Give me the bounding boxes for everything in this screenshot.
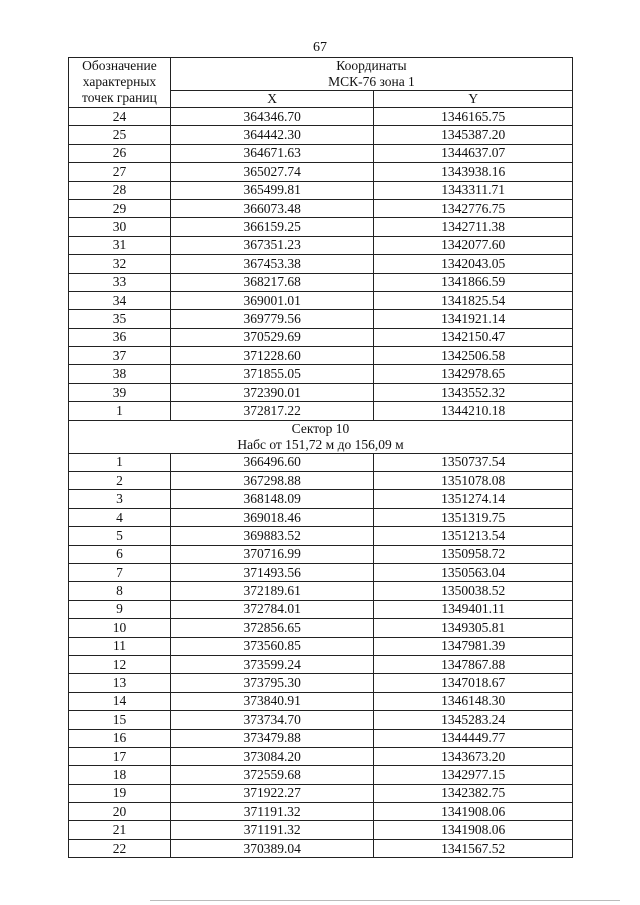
x-coordinate-cell: 371855.05	[170, 365, 374, 383]
y-coordinate-cell: 1350563.04	[374, 563, 573, 581]
point-id-cell: 35	[69, 310, 171, 328]
point-id-cell: 26	[69, 144, 171, 162]
x-coordinate-cell: 364671.63	[170, 144, 374, 162]
x-coordinate-cell: 368217.68	[170, 273, 374, 291]
x-coordinate-cell: 370389.04	[170, 839, 374, 857]
x-coordinate-cell: 369018.46	[170, 508, 374, 526]
header-label-line2: характерных	[82, 74, 157, 89]
y-coordinate-cell: 1343552.32	[374, 383, 573, 401]
y-coordinate-cell: 1344637.07	[374, 144, 573, 162]
sector-header-row	[69, 420, 573, 453]
x-coordinate-cell: 367298.88	[170, 472, 374, 490]
sector-title: Сектор 10	[291, 420, 350, 436]
y-coordinate-cell: 1343938.16	[374, 163, 573, 181]
header-label-line3: точек границ	[82, 90, 157, 105]
y-coordinate-cell: 1349401.11	[374, 600, 573, 618]
y-coordinate-cell: 1347981.39	[374, 637, 573, 655]
table-row	[69, 310, 573, 328]
point-id-cell: 1	[69, 402, 171, 420]
point-id-cell: 13	[69, 674, 171, 692]
point-id-cell: 25	[69, 126, 171, 144]
coordinate-system: МСК-76 зона 1	[328, 74, 415, 89]
y-coordinate-cell: 1350737.54	[374, 453, 573, 471]
y-coordinate-cell: 1345283.24	[374, 711, 573, 729]
table-row	[69, 545, 573, 563]
x-coordinate-cell: 364442.30	[170, 126, 374, 144]
y-coordinate-cell: 1351274.14	[374, 490, 573, 508]
y-coordinate-cell: 1342977.15	[374, 766, 573, 784]
point-id-cell: 18	[69, 766, 171, 784]
x-coordinate-cell: 371228.60	[170, 347, 374, 365]
y-coordinate-cell: 1341921.14	[374, 310, 573, 328]
x-coordinate-cell: 369779.56	[170, 310, 374, 328]
x-coordinate-cell: 372817.22	[170, 402, 374, 420]
point-id-cell: 16	[69, 729, 171, 747]
point-id-cell: 15	[69, 711, 171, 729]
point-id-cell: 22	[69, 839, 171, 857]
y-coordinate-cell: 1341866.59	[374, 273, 573, 291]
y-coordinate-cell: 1351078.08	[374, 472, 573, 490]
table-row	[69, 218, 573, 236]
point-id-cell: 31	[69, 236, 171, 254]
sector-subtitle: Набс от 151,72 м до 156,09 м	[237, 436, 404, 452]
point-id-cell: 17	[69, 747, 171, 765]
table-row	[69, 711, 573, 729]
x-coordinate-cell: 368148.09	[170, 490, 374, 508]
point-id-cell: 19	[69, 784, 171, 802]
point-id-cell: 8	[69, 582, 171, 600]
y-coordinate-cell: 1350958.72	[374, 545, 573, 563]
coordinates-table	[68, 57, 573, 858]
y-coordinate-cell: 1351319.75	[374, 508, 573, 526]
table-row	[69, 508, 573, 526]
point-designation-header	[69, 58, 171, 108]
x-coordinate-cell: 373840.91	[170, 692, 374, 710]
y-coordinate-cell: 1351213.54	[374, 527, 573, 545]
x-coordinate-cell: 367453.38	[170, 255, 374, 273]
x-coordinate-cell: 365499.81	[170, 181, 374, 199]
point-id-cell: 38	[69, 365, 171, 383]
y-coordinate-cell: 1341908.06	[374, 803, 573, 821]
table-row	[69, 255, 573, 273]
point-id-cell: 5	[69, 527, 171, 545]
y-coordinate-cell: 1341825.54	[374, 291, 573, 309]
table-row	[69, 365, 573, 383]
x-coordinate-cell: 369001.01	[170, 291, 374, 309]
x-coordinate-cell: 370529.69	[170, 328, 374, 346]
point-id-cell: 14	[69, 692, 171, 710]
y-coordinate-cell: 1342978.65	[374, 365, 573, 383]
table-row	[69, 674, 573, 692]
point-id-cell: 37	[69, 347, 171, 365]
table-row	[69, 619, 573, 637]
table-row	[69, 144, 573, 162]
point-id-cell: 30	[69, 218, 171, 236]
point-id-cell: 33	[69, 273, 171, 291]
point-id-cell: 32	[69, 255, 171, 273]
point-id-cell: 11	[69, 637, 171, 655]
point-id-cell: 34	[69, 291, 171, 309]
column-x-header: X	[170, 91, 374, 108]
table-section-a	[69, 108, 573, 421]
table-row	[69, 821, 573, 839]
x-coordinate-cell: 371922.27	[170, 784, 374, 802]
y-coordinate-cell: 1342711.38	[374, 218, 573, 236]
x-coordinate-cell: 372390.01	[170, 383, 374, 401]
table-row	[69, 527, 573, 545]
point-id-cell: 24	[69, 108, 171, 126]
point-id-cell: 21	[69, 821, 171, 839]
page-number: 67	[313, 40, 327, 55]
column-y-header: Y	[374, 91, 573, 108]
y-coordinate-cell: 1345387.20	[374, 126, 573, 144]
table-row	[69, 600, 573, 618]
x-coordinate-cell: 373795.30	[170, 674, 374, 692]
y-coordinate-cell: 1349305.81	[374, 619, 573, 637]
x-coordinate-cell: 373734.70	[170, 711, 374, 729]
x-coordinate-cell: 370716.99	[170, 545, 374, 563]
y-coordinate-cell: 1344449.77	[374, 729, 573, 747]
y-coordinate-cell: 1344210.18	[374, 402, 573, 420]
table-row	[69, 563, 573, 581]
y-coordinate-cell: 1343673.20	[374, 747, 573, 765]
table-row	[69, 729, 573, 747]
scan-edge	[150, 900, 620, 903]
y-coordinate-cell: 1341908.06	[374, 821, 573, 839]
point-id-cell: 12	[69, 655, 171, 673]
point-id-cell: 7	[69, 563, 171, 581]
table-row	[69, 582, 573, 600]
x-coordinate-cell: 365027.74	[170, 163, 374, 181]
table-row	[69, 747, 573, 765]
table-row	[69, 108, 573, 126]
point-id-cell: 6	[69, 545, 171, 563]
x-coordinate-cell: 372784.01	[170, 600, 374, 618]
table-row	[69, 692, 573, 710]
header-label-line1: Обозначение	[82, 58, 157, 73]
x-coordinate-cell: 364346.70	[170, 108, 374, 126]
y-coordinate-cell: 1341567.52	[374, 839, 573, 857]
table-row	[69, 766, 573, 784]
x-coordinate-cell: 373084.20	[170, 747, 374, 765]
x-coordinate-cell: 366073.48	[170, 199, 374, 217]
x-coordinate-cell: 373479.88	[170, 729, 374, 747]
table-row	[69, 291, 573, 309]
x-coordinate-cell: 372559.68	[170, 766, 374, 784]
table-row	[69, 199, 573, 217]
table-row	[69, 784, 573, 802]
point-id-cell: 29	[69, 199, 171, 217]
x-coordinate-cell: 366159.25	[170, 218, 374, 236]
table-row	[69, 490, 573, 508]
y-coordinate-cell: 1347867.88	[374, 655, 573, 673]
sector-header	[69, 420, 573, 453]
y-coordinate-cell: 1347018.67	[374, 674, 573, 692]
y-coordinate-cell: 1346148.30	[374, 692, 573, 710]
y-coordinate-cell: 1342382.75	[374, 784, 573, 802]
x-coordinate-cell: 373560.85	[170, 637, 374, 655]
x-coordinate-cell: 371191.32	[170, 821, 374, 839]
point-id-cell: 27	[69, 163, 171, 181]
table-row	[69, 181, 573, 199]
point-id-cell: 2	[69, 472, 171, 490]
y-coordinate-cell: 1343311.71	[374, 181, 573, 199]
point-id-cell: 9	[69, 600, 171, 618]
x-coordinate-cell: 369883.52	[170, 527, 374, 545]
sector-section	[69, 420, 573, 453]
table-row	[69, 236, 573, 254]
point-id-cell: 20	[69, 803, 171, 821]
x-coordinate-cell: 373599.24	[170, 655, 374, 673]
x-coordinate-cell: 372856.65	[170, 619, 374, 637]
point-id-cell: 28	[69, 181, 171, 199]
y-coordinate-cell: 1342776.75	[374, 199, 573, 217]
y-coordinate-cell: 1342506.58	[374, 347, 573, 365]
table-row	[69, 402, 573, 420]
table-row	[69, 163, 573, 181]
y-coordinate-cell: 1342150.47	[374, 328, 573, 346]
table-row	[69, 126, 573, 144]
point-id-cell: 4	[69, 508, 171, 526]
table-row	[69, 273, 573, 291]
table-row	[69, 453, 573, 471]
table-row	[69, 803, 573, 821]
y-coordinate-cell: 1346165.75	[374, 108, 573, 126]
y-coordinate-cell: 1350038.52	[374, 582, 573, 600]
point-id-cell: 3	[69, 490, 171, 508]
point-id-cell: 1	[69, 453, 171, 471]
y-coordinate-cell: 1342077.60	[374, 236, 573, 254]
point-id-cell: 10	[69, 619, 171, 637]
point-id-cell: 39	[69, 383, 171, 401]
coordinates-header	[170, 58, 572, 91]
table-row	[69, 347, 573, 365]
x-coordinate-cell: 371493.56	[170, 563, 374, 581]
table-section-b	[69, 453, 573, 858]
x-coordinate-cell: 367351.23	[170, 236, 374, 254]
table-row	[69, 637, 573, 655]
x-coordinate-cell: 372189.61	[170, 582, 374, 600]
table-row	[69, 328, 573, 346]
x-coordinate-cell: 371191.32	[170, 803, 374, 821]
table-row	[69, 383, 573, 401]
table-row	[69, 655, 573, 673]
x-coordinate-cell: 366496.60	[170, 453, 374, 471]
table-row	[69, 839, 573, 857]
point-id-cell: 36	[69, 328, 171, 346]
y-coordinate-cell: 1342043.05	[374, 255, 573, 273]
coordinates-title: Координаты	[336, 58, 407, 73]
table-row	[69, 472, 573, 490]
